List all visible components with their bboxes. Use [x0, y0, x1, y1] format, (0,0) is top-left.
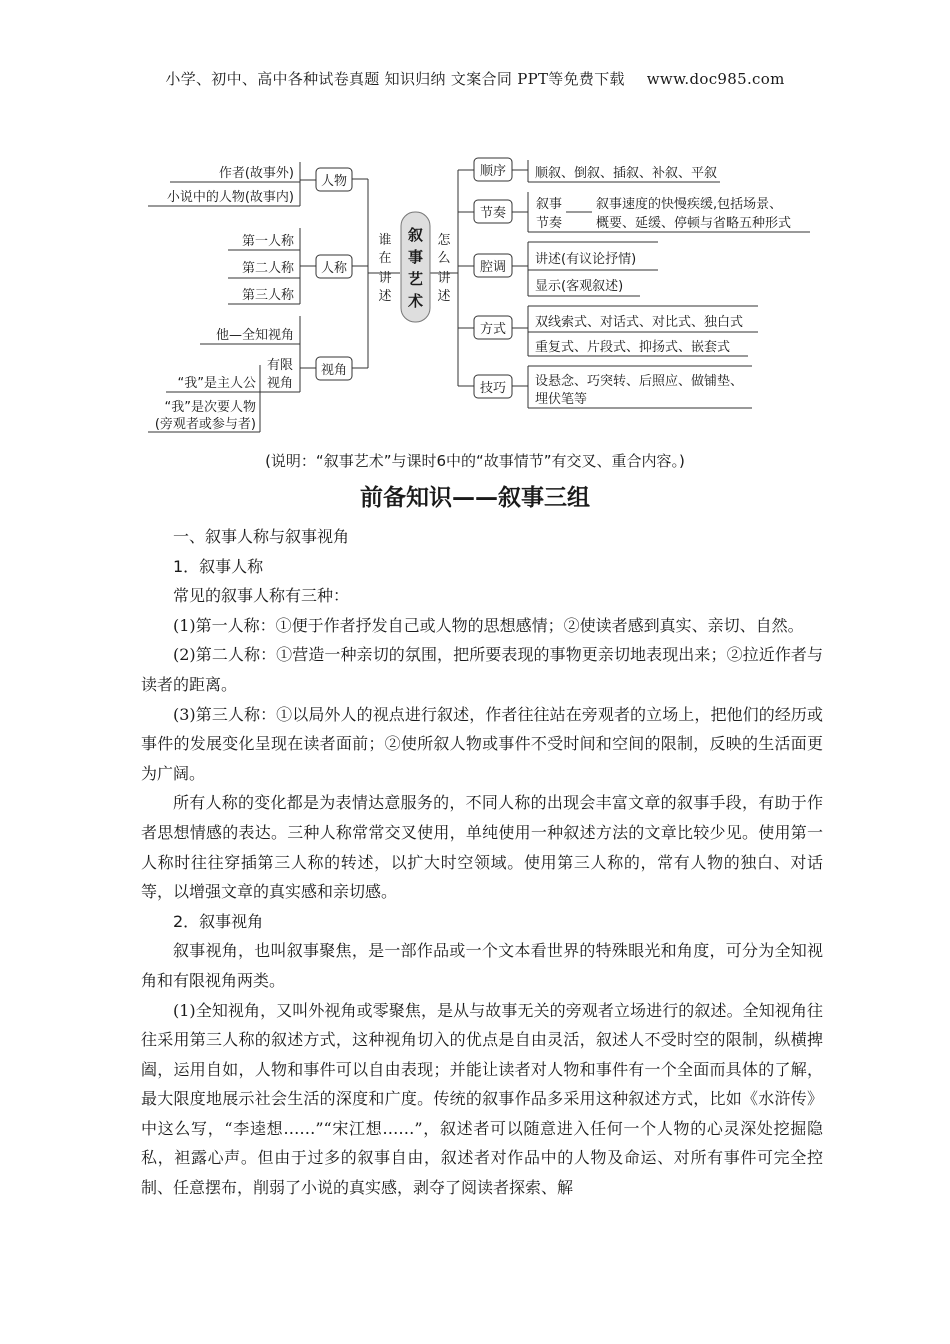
center-char-2: 事 — [407, 248, 424, 266]
paragraph: (1)第一人称：①便于作者抒发自己或人物的思想感情；②使读者感到真实、亲切、自然。 — [173, 615, 804, 635]
left-question-2: 在 — [378, 251, 392, 266]
skill-2: 埋伏笔等 — [535, 392, 588, 407]
rhythm-detail-2: 概要、延缓、停顿与省略五种形式 — [596, 216, 792, 231]
node-person-label: 人物 — [320, 174, 348, 189]
rhythm-label-1: 叙事 — [536, 197, 563, 212]
skill-1: 设悬念、巧突转、后照应、做铺垫、 — [535, 374, 744, 389]
first-person: 第一人称 — [241, 234, 294, 249]
node-skill-label: 技巧 — [479, 381, 507, 396]
third-person: 第三人称 — [241, 288, 294, 303]
paragraph: (3)第三人称：①以局外人的视点进行叙述，作者往往站在旁观者的立场上，把他们的经历或事件的发展变化呈现在读者面前；②使所叙人物或事件不受时间和空间的限制，反映的生活面更为广阔。 — [141, 704, 823, 783]
node-mode-label: 方式 — [479, 322, 507, 337]
node-tone-label: 腔调 — [479, 260, 507, 275]
rhythm-detail-1: 叙事速度的快慢疾缓,包括场景、 — [596, 197, 783, 212]
node-pronoun-label: 人称 — [320, 261, 348, 276]
center-char-3: 艺 — [407, 270, 424, 288]
limited-view-1: 有限 — [266, 358, 294, 373]
left-question-4: 述 — [378, 289, 392, 304]
narrator-author: 作者(故事外) — [218, 166, 294, 181]
node-view-label: 视角 — [320, 363, 348, 378]
me-minor-1: “我”是次要人物 — [164, 400, 256, 415]
center-char-1: 叙 — [407, 226, 424, 244]
narrative-art-mindmap — [0, 140, 950, 440]
section-title: 前备知识——叙事三组 — [360, 485, 590, 511]
heading-1: 一、叙事人称与叙事视角 — [173, 527, 350, 546]
node-rhythm-label: 节奏 — [479, 206, 507, 221]
left-question-1: 谁 — [378, 233, 392, 248]
right-question-1: 怎 — [437, 233, 451, 248]
paragraph: 所有人称的变化都是为表情达意服务的，不同人称的出现会丰富文章的叙事手段，有助于作者思想情感的表达。三种人称常常交叉使用，单纯使用一种叙述方法的文章比较少见。使用第一人称时往往穿插第三人称的转述，以扩大时空领域。使用第三人称的，常有人物的独白、对话等，以增强文章的真实感和亲切感。 — [141, 793, 823, 902]
diagram-note: (说明：“叙事艺术”与课时6中的“故事情节”有交叉、重合内容。) — [265, 452, 685, 470]
subheading-view: 2．叙事视角 — [173, 911, 264, 931]
paragraph: (1)全知视角，又叫外视角或零聚焦，是从与故事无关的旁观者立场进行的叙述。全知视角往往采用第三人称的叙述方式，这种视角切入的优点是自由灵活，叙述人不受时空的限制，纵横捭阖，运用自如，人物和事件可以自由表现；并能让读者对人物和事件有一个全面而具体的了解，最大限度地展示社会生活的深度和广度。传统的叙事作品多采用这种叙述方式，比如《水浒传》中这么写，“李逵想……”“宋江想……”，叙述者可以随意进入任何一个人物的心灵深处挖掘隐私，袒露心声。但由于过多的叙事自由，叙述者对作品中的人物及命运、对所有事件可完全控制、任意摆布，削弱了小说的真实感，剥夺了阅读者探索、解 — [141, 1000, 823, 1198]
limited-view-2: 视角 — [266, 376, 294, 391]
rhythm-label-2: 节奏 — [536, 216, 563, 231]
mode-1: 双线索式、对话式、对比式、独白式 — [535, 315, 744, 330]
second-person: 第二人称 — [241, 261, 294, 276]
left-question-3: 讲 — [378, 271, 392, 286]
tone-1: 讲述(有议论抒情) — [535, 252, 637, 267]
right-question-3: 讲 — [437, 271, 451, 286]
header-site: www.doc985.com — [646, 70, 785, 88]
header-text: 小学、初中、高中各种试卷真题 知识归纳 文案合同 PPT等免费下载 — [165, 70, 625, 88]
tone-2: 显示(客观叙述) — [535, 279, 624, 294]
paragraph: (2)第二人称：①营造一种亲切的氛围，把所要表现的事物更亲切地表现出来；②拉近作者与读者的距离。 — [141, 645, 823, 694]
order-detail: 顺叙、倒叙、插叙、补叙、平叙 — [535, 166, 718, 181]
me-protagonist: “我”是主人公 — [177, 376, 256, 391]
center-char-4: 术 — [407, 292, 424, 310]
paragraph: 叙事视角，也叫叙事聚焦，是一部作品或一个文本看世界的特殊眼光和角度，可分为全知视角和有限视角两类。 — [141, 941, 823, 990]
right-question-4: 述 — [437, 289, 451, 304]
narrator-character: 小说中的人物(故事内) — [166, 190, 294, 205]
page-header — [0, 68, 950, 89]
paragraph: 常见的叙事人称有三种： — [173, 586, 350, 606]
node-order-label: 顺序 — [479, 164, 507, 179]
body-text — [141, 522, 823, 1203]
omniscient-view: 他—全知视角 — [215, 328, 294, 343]
mode-2: 重复式、片段式、抑扬式、嵌套式 — [535, 340, 731, 355]
subheading-person: 1．叙事人称 — [173, 556, 264, 576]
me-minor-2: (旁观者或参与者) — [154, 417, 256, 432]
right-question-2: 么 — [437, 251, 451, 266]
